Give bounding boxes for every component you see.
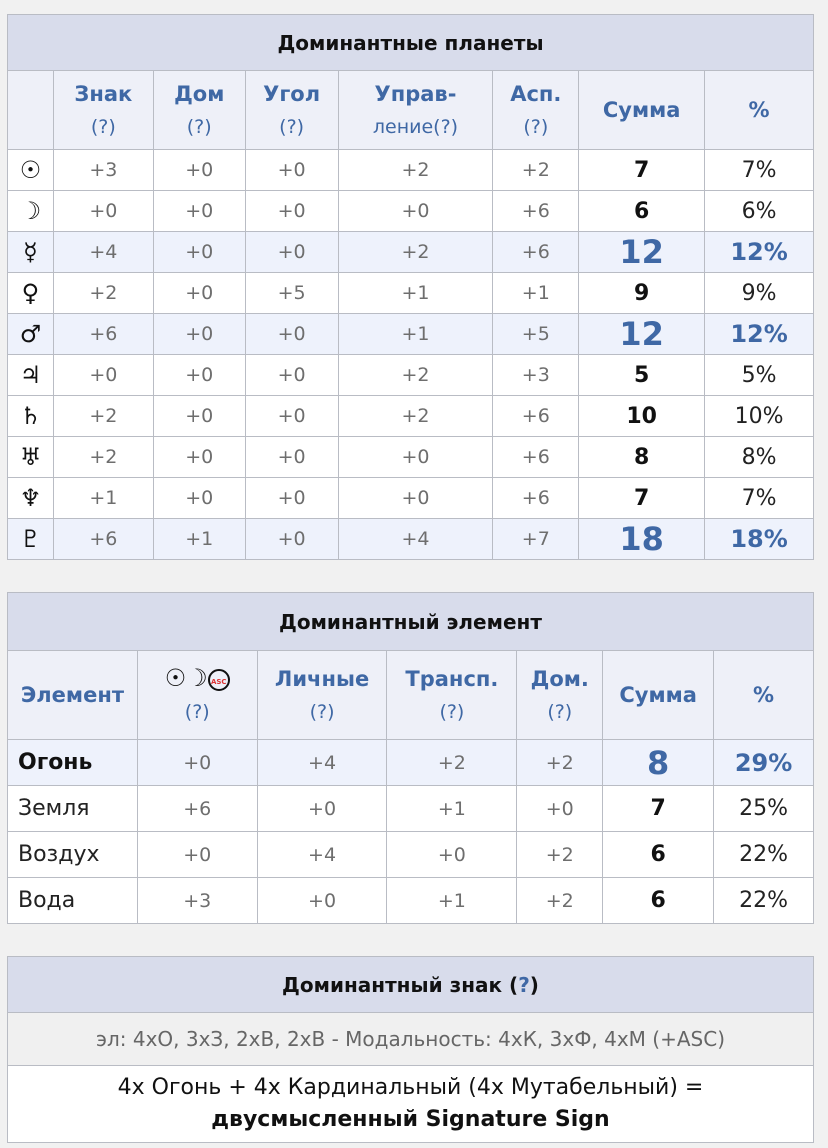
percent-cell: 7%	[705, 150, 814, 191]
percent-cell: 9%	[705, 273, 814, 314]
sum-cell: 6	[579, 191, 705, 232]
score-cell: +0	[137, 740, 257, 786]
percent-cell: 18%	[705, 519, 814, 560]
sum-cell: 9	[579, 273, 705, 314]
score-cell: +2	[517, 740, 603, 786]
help-link[interactable]: (?)	[90, 115, 116, 138]
header-label: Дом	[174, 81, 225, 106]
planets-header-5	[579, 71, 705, 150]
score-cell: +0	[153, 478, 245, 519]
score-cell: +0	[53, 355, 153, 396]
sign-result-line2: двусмысленный Signature Sign	[211, 1107, 610, 1132]
sum-cell: 10	[579, 396, 705, 437]
score-cell: +0	[338, 191, 493, 232]
planets-header-1	[153, 71, 245, 150]
asc-icon: ASC	[208, 669, 230, 691]
score-cell: +0	[153, 150, 245, 191]
score-cell: +6	[493, 232, 579, 273]
score-cell: +2	[53, 396, 153, 437]
header-label: %	[753, 683, 775, 707]
score-cell: +0	[153, 232, 245, 273]
score-cell: +2	[53, 273, 153, 314]
sum-cell: 12	[579, 314, 705, 355]
sun-moon-asc-icons	[164, 664, 230, 692]
dominant-element-table	[7, 592, 814, 924]
header-label: Элемент	[20, 683, 124, 707]
score-cell: +0	[245, 191, 338, 232]
score-cell: +0	[245, 314, 338, 355]
sign-title-text: Доминантный знак	[282, 972, 503, 997]
percent-cell: 10%	[705, 396, 814, 437]
table-row	[8, 519, 814, 560]
help-link[interactable]: (?)	[184, 701, 210, 723]
help-link[interactable]: (?)	[279, 115, 305, 138]
score-cell: +0	[153, 355, 245, 396]
table-row	[8, 478, 814, 519]
planets-header-6	[705, 71, 814, 150]
sum-cell: 12	[579, 232, 705, 273]
table-row	[8, 273, 814, 314]
score-cell: +2	[338, 355, 493, 396]
sum-cell: 18	[579, 519, 705, 560]
header-label: %	[748, 98, 770, 122]
score-cell: +0	[245, 150, 338, 191]
score-cell: +0	[53, 191, 153, 232]
moon-icon: ☽	[8, 191, 54, 232]
score-cell: +3	[137, 878, 257, 924]
element-header-3	[387, 651, 517, 740]
sun-icon: ☉	[164, 664, 187, 692]
percent-cell: 12%	[705, 314, 814, 355]
table-row	[8, 191, 814, 232]
percent-cell: 22%	[714, 832, 814, 878]
help-link[interactable]: (?)	[439, 700, 465, 723]
table-row	[8, 232, 814, 273]
score-cell: +5	[245, 273, 338, 314]
score-cell: +1	[53, 478, 153, 519]
table-row	[8, 437, 814, 478]
table-row	[8, 740, 814, 786]
percent-cell: 12%	[705, 232, 814, 273]
mars-icon: ♂	[8, 314, 54, 355]
score-cell: +1	[387, 786, 517, 832]
sum-cell: 8	[579, 437, 705, 478]
score-cell: +0	[137, 832, 257, 878]
element-header-5	[603, 651, 714, 740]
percent-cell: 7%	[705, 478, 814, 519]
percent-cell: 25%	[714, 786, 814, 832]
score-cell: +6	[493, 396, 579, 437]
sum-cell: 6	[603, 878, 714, 924]
saturn-icon: ♄	[8, 396, 54, 437]
score-cell: +0	[153, 191, 245, 232]
element-header-1	[137, 651, 257, 740]
sign-result-line1: 4x Огонь + 4x Кардинальный (4x Мутабельный) =	[117, 1075, 704, 1100]
score-cell: +6	[493, 437, 579, 478]
score-cell: +2	[517, 878, 603, 924]
element-name: Огонь	[8, 740, 138, 786]
element-name: Вода	[8, 878, 138, 924]
score-cell: +4	[257, 740, 387, 786]
pluto-icon: ♇	[8, 519, 54, 560]
score-cell: +2	[53, 437, 153, 478]
score-cell: +4	[338, 519, 493, 560]
score-cell: +3	[53, 150, 153, 191]
element-header-2	[257, 651, 387, 740]
header-label: Трансп.	[405, 666, 499, 691]
element-table-title: Доминантный элемент	[8, 593, 814, 651]
score-cell: +0	[387, 832, 517, 878]
score-cell: +4	[257, 832, 387, 878]
score-cell: +1	[153, 519, 245, 560]
planets-header-0	[53, 71, 153, 150]
table-row	[8, 314, 814, 355]
sun-icon: ☉	[8, 150, 54, 191]
sum-cell: 7	[603, 786, 714, 832]
score-cell: +2	[338, 150, 493, 191]
score-cell: +0	[153, 437, 245, 478]
sign-result	[8, 1066, 814, 1143]
score-cell: +2	[517, 832, 603, 878]
table-row	[8, 786, 814, 832]
score-cell: +1	[387, 878, 517, 924]
planets-header-2	[245, 71, 338, 150]
score-cell: +0	[245, 437, 338, 478]
uranus-icon: ♅	[8, 437, 54, 478]
table-row	[8, 396, 814, 437]
table-row	[8, 355, 814, 396]
sign-info-line: эл: 4xO, 3xЗ, 2xВ, 2xВ - Модальность: 4xК, 3xФ, 4xМ (+ASC)	[8, 1013, 814, 1066]
score-cell: +6	[493, 191, 579, 232]
score-cell: +3	[493, 355, 579, 396]
sum-cell: 6	[603, 832, 714, 878]
help-link[interactable]: (?)	[547, 700, 573, 723]
header-label: Угол	[263, 81, 321, 106]
score-cell: +1	[338, 273, 493, 314]
score-cell: +0	[245, 355, 338, 396]
percent-cell: 22%	[714, 878, 814, 924]
element-header-4	[517, 651, 603, 740]
sum-cell: 5	[579, 355, 705, 396]
score-cell: +2	[387, 740, 517, 786]
score-cell: +0	[245, 519, 338, 560]
help-link[interactable]: (?)	[523, 115, 549, 138]
score-cell: +0	[517, 786, 603, 832]
score-cell: +0	[338, 437, 493, 478]
help-link[interactable]: (?)	[186, 115, 212, 138]
element-name: Воздух	[8, 832, 138, 878]
score-cell: +0	[257, 878, 387, 924]
help-link[interactable]: ?	[518, 972, 530, 997]
element-header-0	[8, 651, 138, 740]
score-cell: +2	[338, 232, 493, 273]
element-header-6	[714, 651, 814, 740]
score-cell: +0	[153, 273, 245, 314]
header-label: Управ-	[374, 81, 457, 106]
percent-cell: 6%	[705, 191, 814, 232]
element-name: Земля	[8, 786, 138, 832]
score-cell: +7	[493, 519, 579, 560]
score-cell: +2	[493, 150, 579, 191]
header-label: Сумма	[619, 683, 697, 707]
score-cell: +0	[153, 314, 245, 355]
percent-cell: 8%	[705, 437, 814, 478]
score-cell: +2	[338, 396, 493, 437]
score-cell: +6	[493, 478, 579, 519]
header-label: Асп.	[510, 81, 562, 106]
percent-cell: 5%	[705, 355, 814, 396]
moon-icon: ☽	[186, 664, 208, 692]
score-cell: +0	[153, 396, 245, 437]
sum-cell: 7	[579, 478, 705, 519]
dominant-planets-table	[7, 14, 814, 560]
percent-cell: 29%	[714, 740, 814, 786]
jupiter-icon: ♃	[8, 355, 54, 396]
header-label: Личные	[274, 666, 370, 691]
score-cell: +6	[137, 786, 257, 832]
planets-header-4	[493, 71, 579, 150]
header-label: Дом.	[530, 666, 589, 691]
planet-column-header	[8, 71, 54, 150]
venus-icon: ♀	[8, 273, 54, 314]
score-cell: +0	[245, 232, 338, 273]
help-link[interactable]: (?)	[309, 700, 335, 723]
score-cell: +0	[245, 396, 338, 437]
score-cell: +5	[493, 314, 579, 355]
header-label: Сумма	[602, 98, 681, 122]
planets-header-3	[338, 71, 493, 150]
score-cell: +0	[338, 478, 493, 519]
sum-cell: 7	[579, 150, 705, 191]
table-row	[8, 832, 814, 878]
score-cell: +0	[245, 478, 338, 519]
dominant-sign-table	[7, 956, 814, 1143]
sum-cell: 8	[603, 740, 714, 786]
sign-table-title: Доминантный знак (?)	[8, 957, 814, 1013]
score-cell: +1	[493, 273, 579, 314]
neptune-icon: ♆	[8, 478, 54, 519]
help-link[interactable]: ление(?)	[372, 115, 459, 138]
table-row	[8, 150, 814, 191]
score-cell: +6	[53, 519, 153, 560]
score-cell: +4	[53, 232, 153, 273]
table-row	[8, 878, 814, 924]
mercury-icon: ☿	[8, 232, 54, 273]
score-cell: +1	[338, 314, 493, 355]
score-cell: +6	[53, 314, 153, 355]
score-cell: +0	[257, 786, 387, 832]
planets-table-title: Доминантные планеты	[8, 15, 814, 71]
header-label: Знак	[74, 81, 133, 106]
